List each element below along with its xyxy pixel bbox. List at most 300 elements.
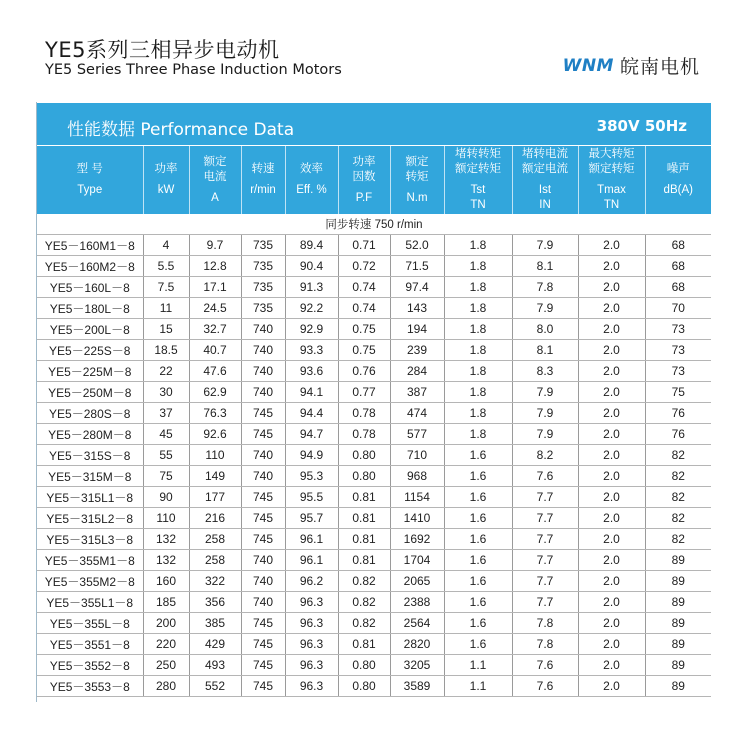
table-cell: 2.0	[578, 529, 645, 550]
table-cell: 82	[645, 445, 711, 466]
table-row	[37, 340, 711, 361]
table-cell: 2.0	[578, 319, 645, 340]
motor-type-cell: YE5－315L3－8	[37, 529, 143, 550]
column-header-en: A	[211, 191, 219, 204]
banner-spec: 380V 50Hz	[596, 117, 687, 135]
column-header-cn: 堵转转矩 额定转矩	[455, 148, 501, 175]
table-cell: 143	[390, 298, 444, 319]
table-cell: 4	[143, 235, 189, 256]
table-cell: 1.6	[444, 550, 512, 571]
table-cell: 740	[241, 550, 285, 571]
table-cell: 735	[241, 298, 285, 319]
table-cell: 94.4	[285, 403, 338, 424]
motor-type-cell: YE5－180L－8	[37, 298, 143, 319]
table-cell: 3589	[390, 676, 444, 697]
table-cell: 284	[390, 361, 444, 382]
table-cell: 1.8	[444, 298, 512, 319]
column-header-cn: 最大转矩 额定转矩	[588, 148, 635, 175]
table-cell: 2.0	[578, 571, 645, 592]
table-cell: 0.78	[338, 403, 390, 424]
table-row	[37, 613, 711, 634]
table-cell: 2388	[390, 592, 444, 613]
column-header-en: Ist IN	[538, 184, 552, 211]
table-cell: 8.2	[512, 445, 578, 466]
table-cell: 7.6	[512, 655, 578, 676]
table-cell: 94.1	[285, 382, 338, 403]
table-cell: 7.6	[512, 676, 578, 697]
table-row	[37, 256, 711, 277]
table-cell: 75	[143, 466, 189, 487]
table-cell: 2820	[390, 634, 444, 655]
table-row	[37, 319, 711, 340]
table-cell: 2.0	[578, 235, 645, 256]
table-cell: 3205	[390, 655, 444, 676]
table-cell: 95.7	[285, 508, 338, 529]
table-cell: 2564	[390, 613, 444, 634]
table-cell: 93.6	[285, 361, 338, 382]
table-cell: 740	[241, 466, 285, 487]
column-header-en: Eff. %	[296, 184, 327, 196]
table-cell: 1.8	[444, 277, 512, 298]
table-cell: 2.0	[578, 361, 645, 382]
table-cell: 2.0	[578, 655, 645, 676]
sync-speed-label: 同步转速 750 r/min	[37, 214, 711, 235]
table-cell: 1.1	[444, 655, 512, 676]
motor-type-cell: YE5－3551－8	[37, 634, 143, 655]
column-header	[37, 146, 143, 214]
column-header-cn: 功率	[154, 163, 178, 175]
table-cell: 89	[645, 613, 711, 634]
table-cell: 7.7	[512, 550, 578, 571]
motor-type-cell: YE5－355M2－8	[37, 571, 143, 592]
table-cell: 1.6	[444, 613, 512, 634]
table-cell: 30	[143, 382, 189, 403]
table-cell: 7.5	[143, 277, 189, 298]
table-cell: 8.0	[512, 319, 578, 340]
table-cell: 52.0	[390, 235, 444, 256]
column-header	[512, 146, 578, 214]
table-cell: 89	[645, 592, 711, 613]
table-cell: 745	[241, 508, 285, 529]
table-cell: 0.80	[338, 445, 390, 466]
table-cell: 0.80	[338, 466, 390, 487]
table-cell: 149	[189, 466, 241, 487]
column-header-cn: 噪声	[666, 163, 690, 175]
table-cell: 75	[645, 382, 711, 403]
table-cell: 0.71	[338, 235, 390, 256]
table-cell: 8.1	[512, 256, 578, 277]
table-cell: 7.9	[512, 298, 578, 319]
table-cell: 96.3	[285, 592, 338, 613]
table-cell: 2.0	[578, 403, 645, 424]
table-cell: 740	[241, 340, 285, 361]
table-cell: 0.75	[338, 319, 390, 340]
table-cell: 429	[189, 634, 241, 655]
table-cell: 71.5	[390, 256, 444, 277]
table-cell: 45	[143, 424, 189, 445]
table-row	[37, 235, 711, 256]
column-header-en: Type	[77, 184, 103, 196]
table-cell: 47.6	[189, 361, 241, 382]
column-header-cn: 转速	[251, 163, 275, 175]
table-cell: 0.74	[338, 298, 390, 319]
table-cell: 92.9	[285, 319, 338, 340]
table-cell: 735	[241, 256, 285, 277]
table-body	[37, 214, 711, 697]
table-cell: 2.0	[578, 592, 645, 613]
table-cell: 0.81	[338, 508, 390, 529]
brand-name: 皖南电机	[619, 56, 700, 78]
table-cell: 132	[143, 529, 189, 550]
table-cell: 90.4	[285, 256, 338, 277]
column-header	[444, 146, 512, 214]
table-cell: 0.81	[338, 550, 390, 571]
table-cell: 7.7	[512, 592, 578, 613]
table-cell: 7.9	[512, 424, 578, 445]
column-header	[578, 146, 645, 214]
table-cell: 740	[241, 592, 285, 613]
motor-type-cell: YE5－315L1－8	[37, 487, 143, 508]
table-cell: 73	[645, 361, 711, 382]
column-header	[390, 146, 444, 214]
motor-type-cell: YE5－315S－8	[37, 445, 143, 466]
table-cell: 735	[241, 235, 285, 256]
table-cell: 68	[645, 256, 711, 277]
table-cell: 91.3	[285, 277, 338, 298]
table-cell: 93.3	[285, 340, 338, 361]
table-cell: 89	[645, 676, 711, 697]
table-cell: 76	[645, 403, 711, 424]
table-cell: 7.7	[512, 508, 578, 529]
table-cell: 1.6	[444, 445, 512, 466]
column-header	[645, 146, 711, 214]
table-cell: 250	[143, 655, 189, 676]
table-cell: 0.76	[338, 361, 390, 382]
column-header-en: P.F	[355, 191, 373, 204]
table-cell: 200	[143, 613, 189, 634]
table-cell: 76	[645, 424, 711, 445]
table-cell: 24.5	[189, 298, 241, 319]
table-cell: 239	[390, 340, 444, 361]
table-cell: 1.8	[444, 340, 512, 361]
table-cell: 7.8	[512, 277, 578, 298]
table-row	[37, 382, 711, 403]
table-cell: 1.8	[444, 361, 512, 382]
page-title-cn: YE5系列三相异步电动机	[45, 38, 280, 62]
table-cell: 177	[189, 487, 241, 508]
table-cell: 0.77	[338, 382, 390, 403]
table-cell: 2.0	[578, 382, 645, 403]
table-cell: 89	[645, 550, 711, 571]
table-cell: 12.8	[189, 256, 241, 277]
column-header-en: dB(A)	[663, 184, 693, 196]
table-row	[37, 424, 711, 445]
table-cell: 322	[189, 571, 241, 592]
table-cell: 968	[390, 466, 444, 487]
table-cell: 1692	[390, 529, 444, 550]
table-cell: 110	[189, 445, 241, 466]
table-cell: 82	[645, 487, 711, 508]
table-cell: 2.0	[578, 487, 645, 508]
table-cell: 0.82	[338, 592, 390, 613]
table-cell: 160	[143, 571, 189, 592]
table-row	[37, 676, 711, 697]
table-cell: 7.8	[512, 613, 578, 634]
table-cell: 17.1	[189, 277, 241, 298]
column-header-en: Tst TN	[470, 184, 486, 211]
table-cell: 96.3	[285, 613, 338, 634]
column-header	[338, 146, 390, 214]
table-row	[37, 466, 711, 487]
table-cell: 62.9	[189, 382, 241, 403]
table-cell: 8.1	[512, 340, 578, 361]
table-cell: 94.7	[285, 424, 338, 445]
table-cell: 82	[645, 466, 711, 487]
table-cell: 1.1	[444, 676, 512, 697]
motor-type-cell: YE5－355M1－8	[37, 550, 143, 571]
table-cell: 745	[241, 655, 285, 676]
table-cell: 7.7	[512, 487, 578, 508]
table-cell: 1.6	[444, 487, 512, 508]
table-cell: 18.5	[143, 340, 189, 361]
table-cell: 132	[143, 550, 189, 571]
table-cell: 2.0	[578, 634, 645, 655]
table-cell: 280	[143, 676, 189, 697]
table-row	[37, 487, 711, 508]
column-header-cn: 功率 因数	[352, 155, 376, 183]
table-row	[37, 508, 711, 529]
table-cell: 96.3	[285, 634, 338, 655]
motor-type-cell: YE5－355L1－8	[37, 592, 143, 613]
column-header-cn: 型 号	[76, 163, 103, 175]
table-cell: 92.6	[189, 424, 241, 445]
column-header-en: r/min	[250, 184, 276, 196]
column-header	[143, 146, 189, 214]
table-cell: 185	[143, 592, 189, 613]
table-cell: 0.81	[338, 634, 390, 655]
table-cell: 55	[143, 445, 189, 466]
column-header-cn: 额定 电流	[203, 155, 227, 183]
table-cell: 32.7	[189, 319, 241, 340]
table-cell: 1.8	[444, 424, 512, 445]
column-header-en: kW	[157, 184, 175, 196]
table-cell: 2.0	[578, 256, 645, 277]
table-cell: 7.9	[512, 235, 578, 256]
table-cell: 577	[390, 424, 444, 445]
table-row	[37, 529, 711, 550]
motor-type-cell: YE5－315L2－8	[37, 508, 143, 529]
motor-type-cell: YE5－280M－8	[37, 424, 143, 445]
table-cell: 258	[189, 529, 241, 550]
table-cell: 0.82	[338, 571, 390, 592]
table-cell: 95.3	[285, 466, 338, 487]
table-cell: 96.1	[285, 529, 338, 550]
table-cell: 73	[645, 319, 711, 340]
table-cell: 0.80	[338, 655, 390, 676]
table-cell: 710	[390, 445, 444, 466]
table-cell: 7.8	[512, 634, 578, 655]
motor-type-cell: YE5－3553－8	[37, 676, 143, 697]
table-cell: 82	[645, 508, 711, 529]
table-cell: 735	[241, 277, 285, 298]
table-cell: 1154	[390, 487, 444, 508]
table-row	[37, 550, 711, 571]
table-cell: 2.0	[578, 466, 645, 487]
table-cell: 5.5	[143, 256, 189, 277]
table-cell: 2065	[390, 571, 444, 592]
table-cell: 493	[189, 655, 241, 676]
sync-speed-row	[37, 214, 711, 235]
table-cell: 15	[143, 319, 189, 340]
table-cell: 1.8	[444, 403, 512, 424]
table-cell: 2.0	[578, 340, 645, 361]
table-cell: 7.7	[512, 529, 578, 550]
motor-type-cell: YE5－160M2－8	[37, 256, 143, 277]
table-cell: 97.4	[390, 277, 444, 298]
table-row	[37, 655, 711, 676]
page-title-en: YE5 Series Three Phase Induction Motors	[45, 62, 342, 78]
motor-type-cell: YE5－280S－8	[37, 403, 143, 424]
table-cell: 740	[241, 361, 285, 382]
table-cell: 745	[241, 424, 285, 445]
table-cell: 2.0	[578, 676, 645, 697]
table-cell: 745	[241, 529, 285, 550]
brand-logo: WNM	[562, 55, 614, 76]
table-row	[37, 298, 711, 319]
table-cell: 70	[645, 298, 711, 319]
table-cell: 2.0	[578, 424, 645, 445]
table-cell: 0.74	[338, 277, 390, 298]
table-cell: 89	[645, 634, 711, 655]
table-cell: 96.3	[285, 655, 338, 676]
table-cell: 740	[241, 382, 285, 403]
table-cell: 82	[645, 529, 711, 550]
table-cell: 95.5	[285, 487, 338, 508]
table-cell: 76.3	[189, 403, 241, 424]
table-cell: 40.7	[189, 340, 241, 361]
motor-type-cell: YE5－225S－8	[37, 340, 143, 361]
motor-type-cell: YE5－200L－8	[37, 319, 143, 340]
performance-banner	[37, 103, 711, 145]
table-cell: 740	[241, 319, 285, 340]
table-cell: 2.0	[578, 613, 645, 634]
table-cell: 7.6	[512, 466, 578, 487]
table-cell: 89	[645, 655, 711, 676]
column-header-en: Tmax TN	[597, 184, 626, 211]
column-header-cn: 额定 转矩	[405, 155, 429, 183]
table-cell: 745	[241, 487, 285, 508]
table-cell: 1.6	[444, 529, 512, 550]
table-cell: 1.8	[444, 256, 512, 277]
column-header-cn: 效率	[300, 163, 323, 175]
table-row	[37, 571, 711, 592]
table-header-row	[37, 146, 711, 214]
column-header-cn: 堵转电流 额定电流	[522, 148, 568, 175]
banner-title: 性能数据 Performance Data	[67, 120, 295, 140]
table-cell: 37	[143, 403, 189, 424]
motor-type-cell: YE5－315M－8	[37, 466, 143, 487]
table-cell: 0.72	[338, 256, 390, 277]
table-cell: 94.9	[285, 445, 338, 466]
table-cell: 745	[241, 403, 285, 424]
table-cell: 96.1	[285, 550, 338, 571]
column-header-en: N.m	[406, 191, 428, 204]
table-cell: 745	[241, 634, 285, 655]
table-cell: 552	[189, 676, 241, 697]
motor-type-cell: YE5－355L－8	[37, 613, 143, 634]
performance-table	[37, 146, 711, 697]
table-cell: 1.8	[444, 235, 512, 256]
table-cell: 1704	[390, 550, 444, 571]
motor-type-cell: YE5－160L－8	[37, 277, 143, 298]
motor-type-cell: YE5－225M－8	[37, 361, 143, 382]
table-cell: 220	[143, 634, 189, 655]
column-header	[189, 146, 241, 214]
table-cell: 1.6	[444, 634, 512, 655]
table-cell: 2.0	[578, 508, 645, 529]
table-cell: 387	[390, 382, 444, 403]
table-cell: 1.6	[444, 571, 512, 592]
table-cell: 9.7	[189, 235, 241, 256]
table-cell: 0.82	[338, 613, 390, 634]
table-cell: 0.78	[338, 424, 390, 445]
table-cell: 68	[645, 235, 711, 256]
table-row	[37, 277, 711, 298]
table-cell: 7.9	[512, 403, 578, 424]
table-cell: 7.7	[512, 571, 578, 592]
motor-type-cell: YE5－3552－8	[37, 655, 143, 676]
table-cell: 2.0	[578, 550, 645, 571]
table-row	[37, 592, 711, 613]
table-cell: 1.8	[444, 319, 512, 340]
table-cell: 216	[189, 508, 241, 529]
table-cell: 68	[645, 277, 711, 298]
table-row	[37, 361, 711, 382]
table-cell: 0.81	[338, 487, 390, 508]
table-cell: 1.8	[444, 382, 512, 403]
table-cell: 8.3	[512, 361, 578, 382]
table-row	[37, 445, 711, 466]
table-cell: 2.0	[578, 298, 645, 319]
table-cell: 385	[189, 613, 241, 634]
table-cell: 89.4	[285, 235, 338, 256]
table-cell: 1.6	[444, 592, 512, 613]
table-row	[37, 403, 711, 424]
table-cell: 110	[143, 508, 189, 529]
table-cell: 96.3	[285, 676, 338, 697]
table-cell: 474	[390, 403, 444, 424]
table-cell: 740	[241, 571, 285, 592]
table-row	[37, 634, 711, 655]
table-cell: 1.6	[444, 466, 512, 487]
table-cell: 92.2	[285, 298, 338, 319]
table-cell: 89	[645, 571, 711, 592]
table-cell: 7.9	[512, 382, 578, 403]
column-header	[285, 146, 338, 214]
motor-type-cell: YE5－160M1－8	[37, 235, 143, 256]
table-cell: 22	[143, 361, 189, 382]
table-cell: 73	[645, 340, 711, 361]
table-cell: 194	[390, 319, 444, 340]
table-cell: 356	[189, 592, 241, 613]
table-cell: 1410	[390, 508, 444, 529]
table-cell: 1.6	[444, 508, 512, 529]
motor-type-cell: YE5－250M－8	[37, 382, 143, 403]
column-header	[241, 146, 285, 214]
brand	[563, 52, 700, 79]
table-cell: 96.2	[285, 571, 338, 592]
table-cell: 2.0	[578, 445, 645, 466]
